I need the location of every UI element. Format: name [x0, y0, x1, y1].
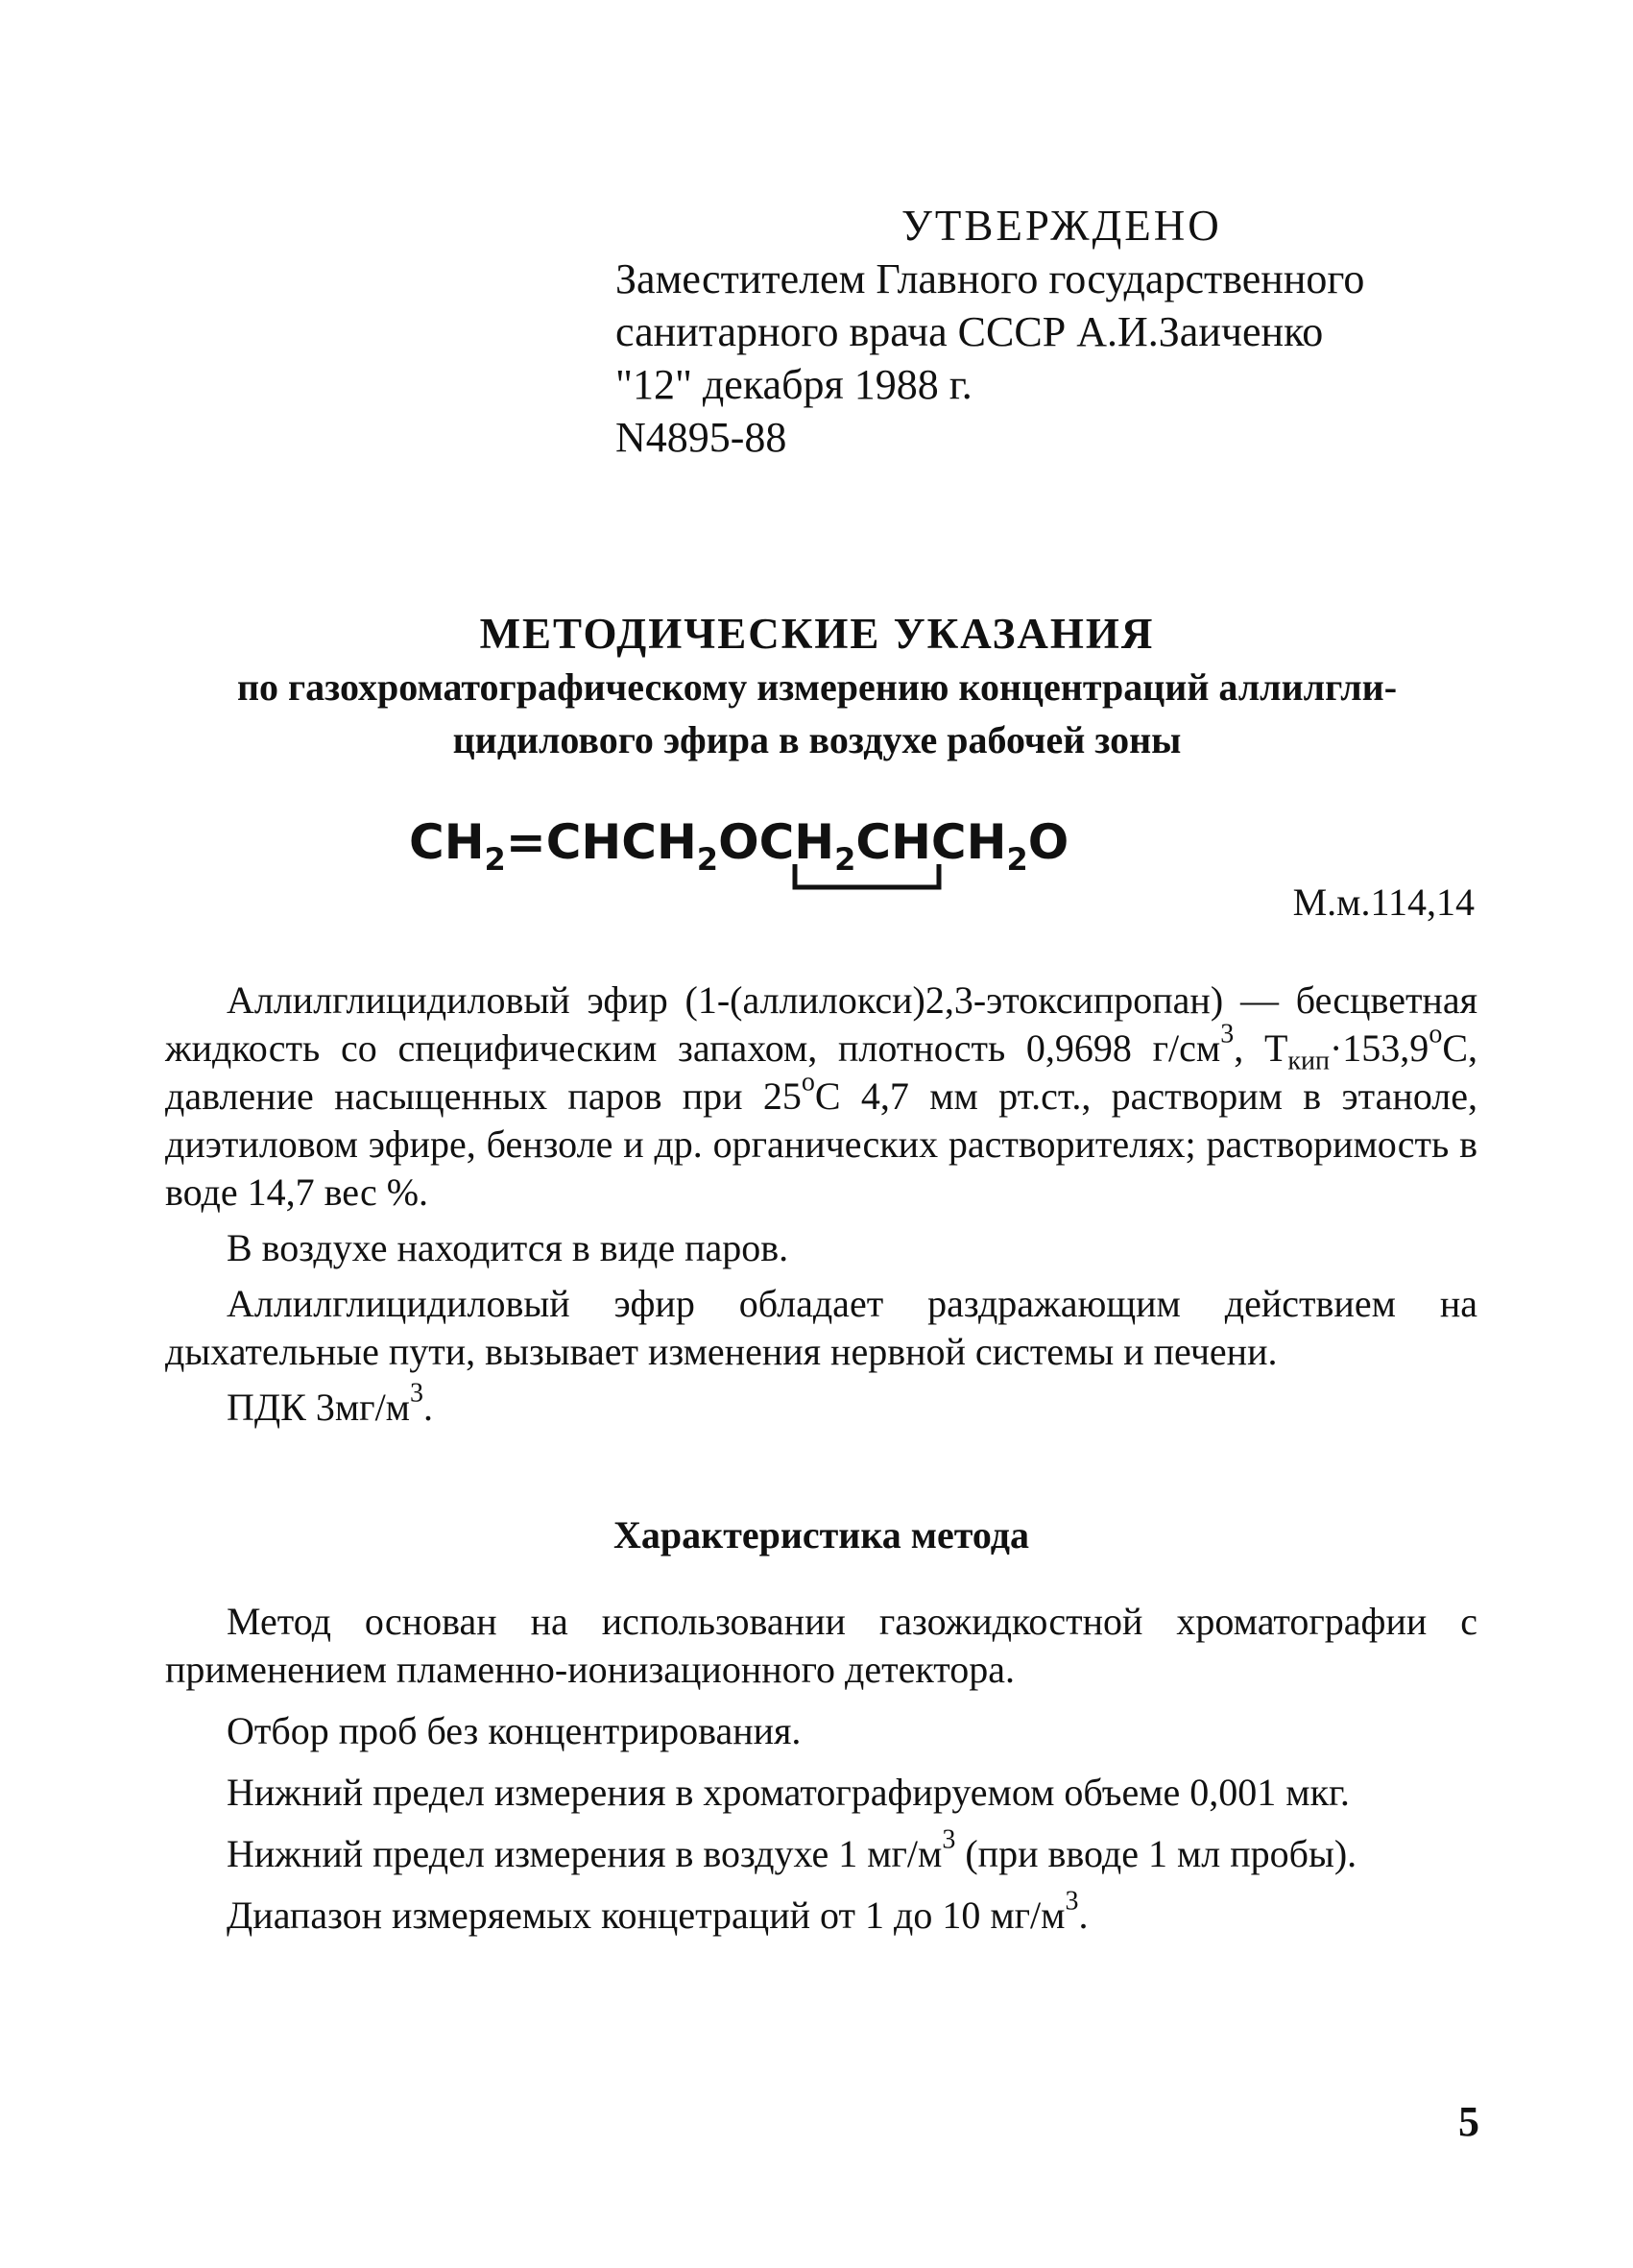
approval-line-3: "12" декабря 1988 г. [615, 361, 973, 408]
formula-part-5: O [1027, 814, 1069, 870]
intro-paragraph-3: Аллилглицидиловый эфир обладает раздражающим действием на дыхательные пути, вызывает изменения нервной системы и печени. [165, 1282, 1477, 1373]
formula-sub-1: 2 [484, 841, 506, 878]
chemical-formula [409, 799, 1069, 905]
formula-sub-2: 2 [696, 841, 719, 878]
formula-graphic [409, 799, 1069, 905]
title-block [154, 607, 1480, 766]
formula-part-2: =CHCH [505, 814, 697, 870]
formula-part-1: CH [409, 814, 485, 870]
intro-paragraph-4: ПДК $3мг/м^3$. [227, 1378, 433, 1429]
molecular-weight: М.м.114,14 [1292, 881, 1475, 924]
method-paragraph-1: Метод основан на использовании газожидкостной хроматографии с применением пламенно-ионизационного детектора. [165, 1600, 1477, 1691]
page-number: 5 [1458, 2098, 1479, 2145]
formula-sub-4: 2 [1006, 841, 1028, 878]
document-subtitle-line-2: цидилового эфира в воздухе рабочей зоны [452, 718, 1182, 761]
formula-part-4: CHCH [855, 814, 1007, 870]
intro-paragraph-1: Аллилглицидиловый эфир (1-(аллилокси)2,3-этоксипропан) — бесцветная жидкость со специфическим запахом, плотность 0,9698 $г/см^3$, $Т_{кип}\cdot 153,9^оС$, давление насыщенных паров при $25^оС$ 4,7 мм рт.ст., растворим в этаноле, диэтиловом эфире, бензоле и др. органических растворителях; растворимость в воде 14,7 вес %. [165, 978, 1478, 1214]
approval-stamp: УТВЕРЖДЕНО [901, 202, 1222, 250]
formula-part-3: OCH [718, 814, 835, 870]
svg-text:CH2=CHCH2OCH2CHCH2O [409, 814, 1069, 878]
section-title: Характеристика метода [613, 1513, 1029, 1556]
approval-line-1: Заместителем Главного государственного [615, 255, 1365, 302]
method-paragraph-4: Нижний предел измерения в воздухе 1 $мг/м^3$ (при вводе 1 мл пробы). [227, 1824, 1357, 1875]
formula-sub-3: 2 [834, 841, 856, 878]
method-paragraph-5: Диапазон измеряемых концетраций от 1 до 10 $мг/м^3$. [227, 1886, 1089, 1937]
approval-line-4: N4895-88 [615, 414, 787, 461]
method-paragraph-2: Отбор проб без концентрирования. [227, 1709, 802, 1752]
method-text [165, 1598, 1477, 1940]
document-subtitle-line-1: по газохроматографическому измерению концентраций аллилгли- [236, 665, 1398, 709]
intro-paragraph-2: В воздухе находится в виде паров. [227, 1226, 789, 1269]
method-paragraph-3: Нижний предел измерения в хроматографируемом объеме 0,001 мкг. [227, 1771, 1350, 1814]
approval-line-2: санитарного врача СССР А.И.Заиченко [615, 308, 1324, 355]
intro-text [165, 977, 1477, 1432]
approval-block [615, 199, 1479, 464]
document-title: МЕТОДИЧЕСКИЕ УКАЗАНИЯ [479, 610, 1155, 658]
